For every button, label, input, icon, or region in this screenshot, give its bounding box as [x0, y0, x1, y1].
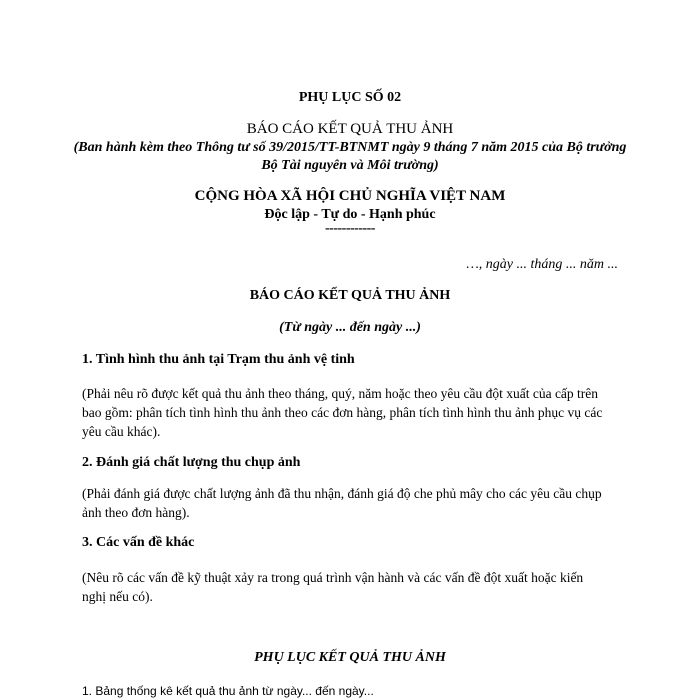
date-line: …, ngày ... tháng ... năm ...	[466, 257, 618, 272]
appendix-item-1: 1. Bảng thống kê kết quả thu ảnh từ ngày... đến ngày...	[82, 684, 374, 698]
section-3-body-line-1: (Nêu rõ các vấn đề kỹ thuật xảy ra trong quá trình vận hành và các vấn đề đột xuất hoặc kiến	[82, 570, 584, 585]
section-1-body-line-2: bao gồm: phân tích tình hình thu ảnh theo các đơn hàng, phân tích tình hình thu ảnh phục vụ các	[82, 405, 603, 420]
report-period: (Từ ngày ... đến ngày ...)	[279, 320, 421, 335]
section-3-heading: 3. Các vấn đề khác	[82, 535, 195, 550]
section-2-heading: 2. Đánh giá chất lượng thu chụp ảnh	[82, 455, 301, 470]
national-motto: Độc lập - Tự do - Hạnh phúc	[264, 207, 436, 222]
section-1-body-line-3: yêu cầu khác).	[82, 424, 161, 439]
report-form-title: BÁO CÁO KẾT QUẢ THU ẢNH	[246, 121, 454, 137]
section-1-body-line-1: (Phải nêu rõ được kết quả thu ảnh theo tháng, quý, năm hoặc theo yêu cầu đột xuất của cấp trên	[82, 386, 599, 401]
section-3-body-line-2: nghị nếu có).	[82, 589, 153, 604]
section-2-body-line-2: ảnh theo đơn hàng).	[82, 505, 190, 520]
issued-note-line-2: Bộ Tài nguyên và Môi trường)	[261, 158, 439, 173]
main-title: BÁO CÁO KẾT QUẢ THU ẢNH	[249, 288, 451, 303]
section-2-body-line-1: (Phải đánh giá được chất lượng ảnh đã thu nhận, đánh giá độ che phủ mây cho các yêu cầu chụp	[82, 486, 602, 501]
issued-note-line-1: (Ban hành kèm theo Thông tư số 39/2015/TT-BTNMT ngày 9 tháng 7 năm 2015 của Bộ trưởng	[73, 140, 627, 155]
section-1-heading: 1. Tình hình thu ảnh tại Trạm thu ảnh vệ tinh	[82, 352, 355, 367]
appendix-number: PHỤ LỤC SỐ 02	[298, 90, 402, 105]
appendix-title: PHỤ LỤC KẾT QUẢ THU ẢNH	[254, 650, 446, 665]
country-name: CỘNG HÒA XÃ HỘI CHỦ NGHĨA VIỆT NAM	[194, 188, 506, 204]
motto-divider: ------------	[325, 221, 375, 236]
